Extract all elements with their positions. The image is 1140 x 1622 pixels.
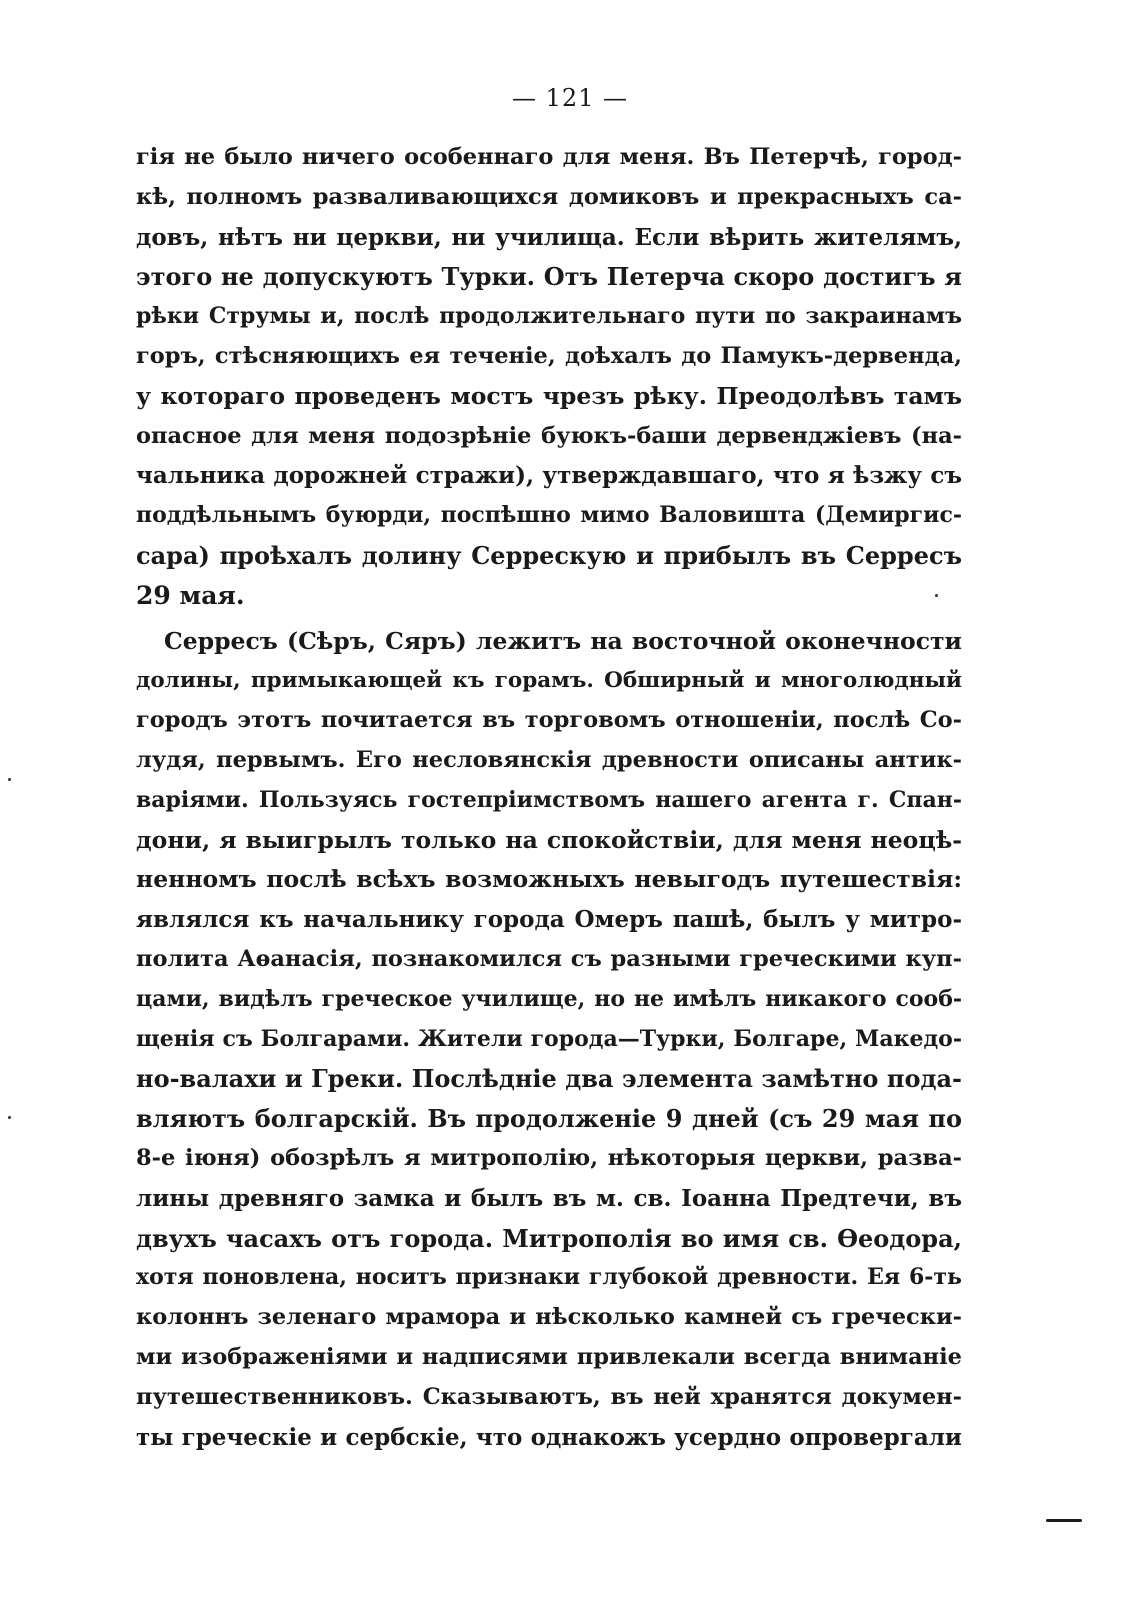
text-line: варіями. Пользуясь гостепріимствомъ нашего агента г. Спан- <box>136 786 962 813</box>
text-line: двухъ часахъ отъ города. Митрополія во имя св. Ѳеодора, <box>136 1223 962 1253</box>
text-line: довъ, нѣтъ ни церкви, ни училища. Если вѣрить жителямъ, <box>136 223 962 251</box>
scan-dash-mark <box>1046 1519 1082 1522</box>
scan-speck <box>935 594 938 597</box>
scan-speck <box>8 778 11 781</box>
text-line: ми изображеніями и надписями привлекали всегда вниманіе <box>136 1343 962 1370</box>
text-line: гія не было ничего особеннаго для меня. Въ Петерчѣ, город- <box>136 144 962 170</box>
text-line: путешественниковъ. Сказываютъ, въ ней хранятся докумен- <box>136 1383 962 1410</box>
body-text <box>136 138 962 1457</box>
paragraph-1 <box>136 138 962 616</box>
text-line: сара) проѣхалъ долину Серрескую и прибылъ въ Серресъ <box>136 540 962 570</box>
text-line: рѣки Струмы и, послѣ продолжительнаго пути по закраинамъ <box>136 303 962 330</box>
text-line: чальника дорожней стражи), утверждавшаго, что я ѣзжу съ <box>136 462 962 490</box>
text-line: долины, примыкающей къ горамъ. Обширный и многолюдный <box>136 668 962 694</box>
scan-speck <box>8 1116 11 1119</box>
text-line: Серресъ (Сѣръ, Сяръ) лежитъ на восточной оконечности <box>164 626 962 655</box>
text-line: ненномъ послѣ всѣхъ возможныхъ невыгодъ путешествія: <box>136 865 962 894</box>
text-line: но-валахи и Греки. Послѣдніе два элемента замѣтно пода- <box>136 1064 962 1094</box>
text-line: опасное для меня подозрѣніе буюкъ-баши дервенджіевъ (на- <box>136 422 962 449</box>
text-line: полита Аѳанасія, познакомился съ разными греческими куп- <box>136 945 962 972</box>
text-line: кѣ, полномъ разваливающихся домиковъ и прекрасныхъ са- <box>136 183 962 210</box>
text-line: поддѣльнымъ буюрди, поспѣшно мимо Валовишта (Демиргис- <box>136 502 962 529</box>
paragraph-2 <box>136 622 962 1458</box>
text-line: городъ этотъ почитается въ торговомъ отношеніи, послѣ Со- <box>136 707 962 734</box>
text-line: вляютъ болгарскій. Въ продолженіе 9 дней (съ 29 мая по <box>136 1104 962 1134</box>
text-line: щенія съ Болгарами. Жители города—Турки, Болгаре, Македо- <box>136 1025 962 1052</box>
text-line: колоннъ зеленаго мрамора и нѣсколько камней съ гречески- <box>136 1304 962 1331</box>
text-line: являлся къ начальнику города Омеръ пашѣ, былъ у митро- <box>136 906 962 934</box>
text-line: цами, видѣлъ греческое училище, но не имѣлъ никакого сооб- <box>136 985 962 1012</box>
text-line: лины древняго замка и былъ въ м. св. Іоанна Предтечи, въ <box>136 1184 962 1212</box>
text-line: 8-е іюня) обозрѣлъ я митрополію, нѣкоторыя церкви, разва- <box>136 1144 962 1171</box>
page-number: — 121 — <box>511 84 629 112</box>
text-line: у котораго проведенъ мостъ чрезъ рѣку. Преодолѣвъ тамъ <box>136 381 962 410</box>
text-line: этого не допускуютъ Турки. Отъ Петерча скоро достигъ я <box>136 262 962 292</box>
text-line: горъ, стѣсняющихъ ея теченіе, доѣхалъ до Памукъ-дервенда, <box>136 342 962 369</box>
text-line: лудя, первымъ. Его несловянскія древности описаны антик- <box>136 746 962 773</box>
text-line: дони, я выигрылъ только на спокойствіи, для меня неоцѣ- <box>136 825 962 854</box>
text-line: 29 мая. <box>136 580 245 610</box>
text-line: хотя поновлена, носитъ признаки глубокой древности. Ея 6-ть <box>136 1264 962 1291</box>
text-line: ты греческіе и сербскіе, что однакожъ усердно опровергали <box>136 1423 962 1451</box>
